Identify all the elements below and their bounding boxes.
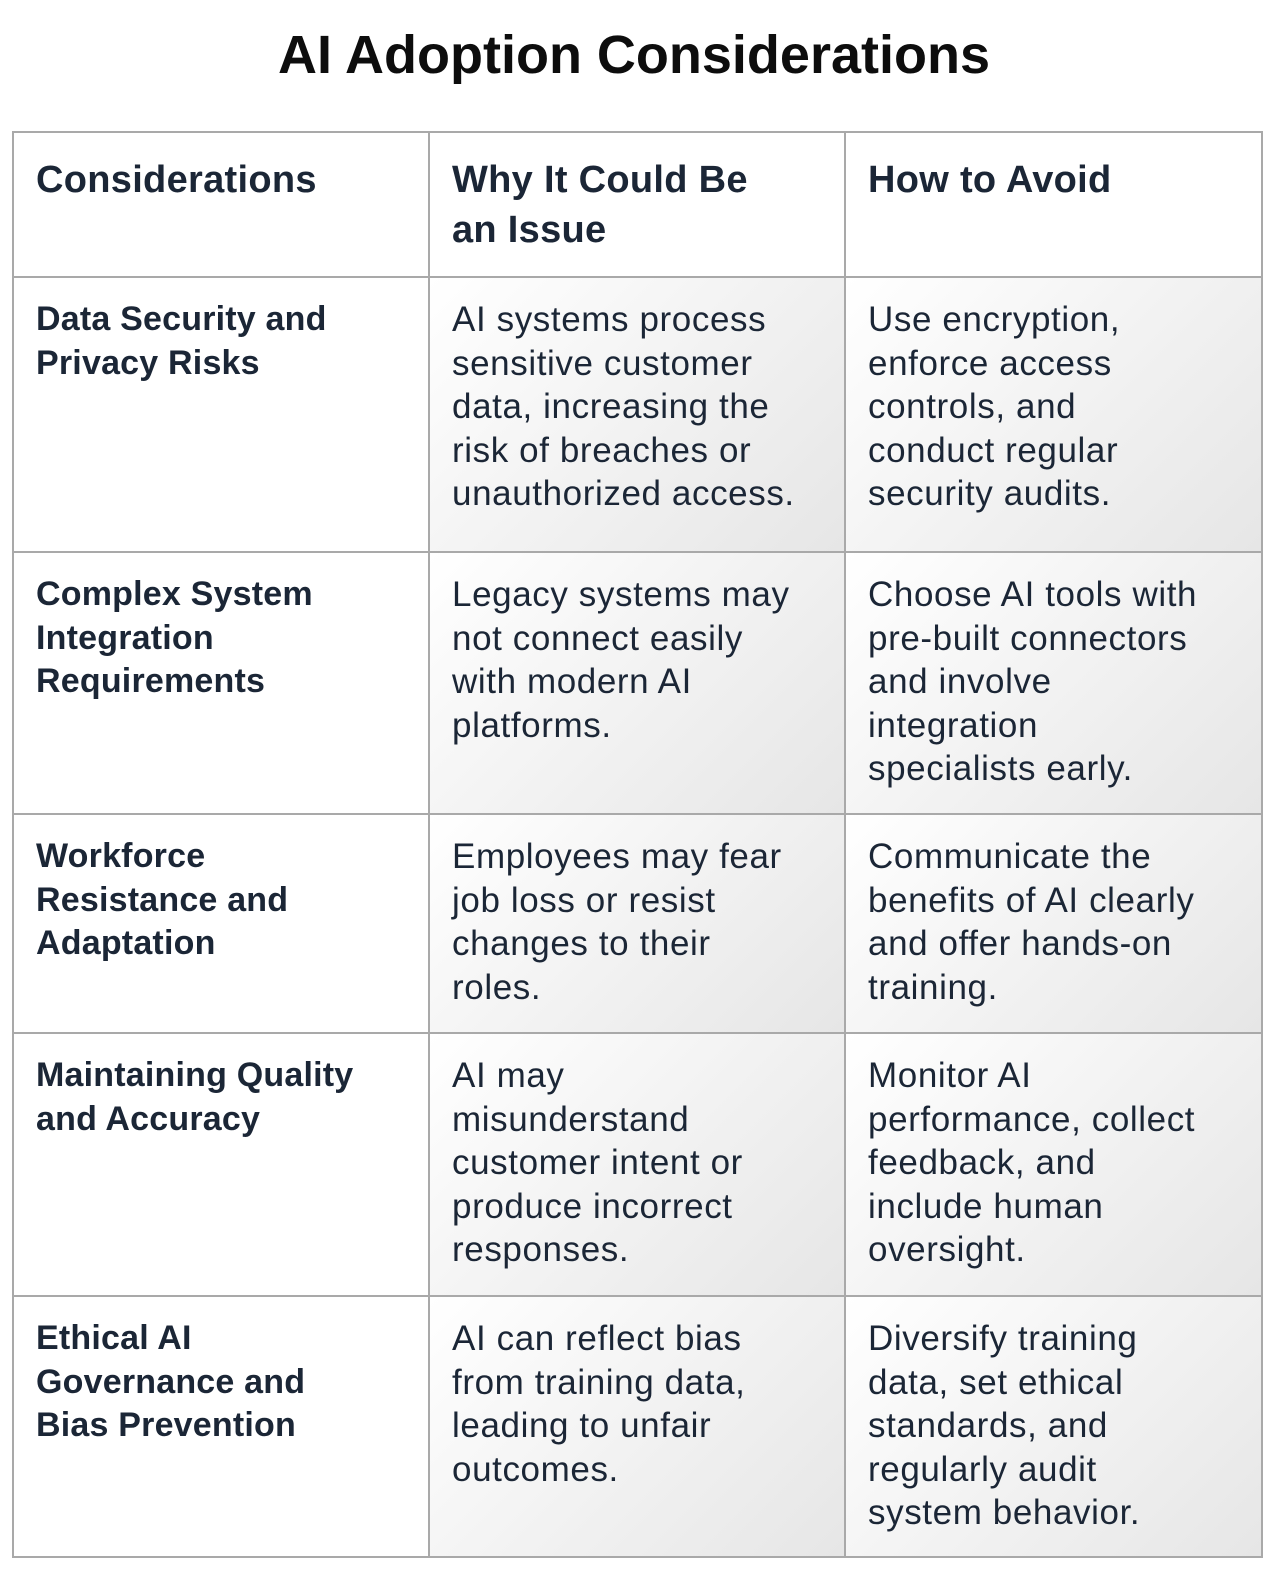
header-how: How to Avoid [845, 132, 1262, 277]
why-cell: Legacy systems may not connect easily with modern AI platforms. [429, 552, 845, 814]
consideration-cell: Maintaining Quality and Accuracy [13, 1033, 429, 1296]
why-cell: Employees may fear job loss or resist changes to their roles. [429, 814, 845, 1033]
consideration-cell: Data Security and Privacy Risks [13, 277, 429, 552]
header-why: Why It Could Be an Issue [429, 132, 845, 277]
table-row [13, 814, 1262, 1033]
considerations-table [12, 131, 1263, 1558]
table-row [13, 1033, 1262, 1296]
consideration-cell: Ethical AI Governance and Bias Prevention [13, 1296, 429, 1557]
consideration-cell: Complex System Integration Requirements [13, 552, 429, 814]
header-considerations: Considerations [13, 132, 429, 277]
table-row [13, 277, 1262, 552]
consideration-cell: Workforce Resistance and Adaptation [13, 814, 429, 1033]
table-row [13, 1296, 1262, 1557]
why-cell: AI can reflect bias from training data, leading to unfair outcomes. [429, 1296, 845, 1557]
how-cell: Monitor AI performance, collect feedback, and include human oversight. [845, 1033, 1262, 1296]
how-cell: Diversify training data, set ethical standards, and regularly audit system behavior. [845, 1296, 1262, 1557]
page-title: AI Adoption Considerations [278, 25, 990, 85]
why-cell: AI may misunderstand customer intent or produce incorrect responses. [429, 1033, 845, 1296]
how-cell: Communicate the benefits of AI clearly and offer hands-on training. [845, 814, 1262, 1033]
table-row [13, 552, 1262, 814]
how-cell: Choose AI tools with pre-built connectors and involve integration specialists early. [845, 552, 1262, 814]
why-cell: AI systems process sensitive customer data, increasing the risk of breaches or unauthorized access. [429, 277, 845, 552]
how-cell: Use encryption, enforce access controls, and conduct regular security audits. [845, 277, 1262, 552]
table-header-row [13, 132, 1262, 277]
